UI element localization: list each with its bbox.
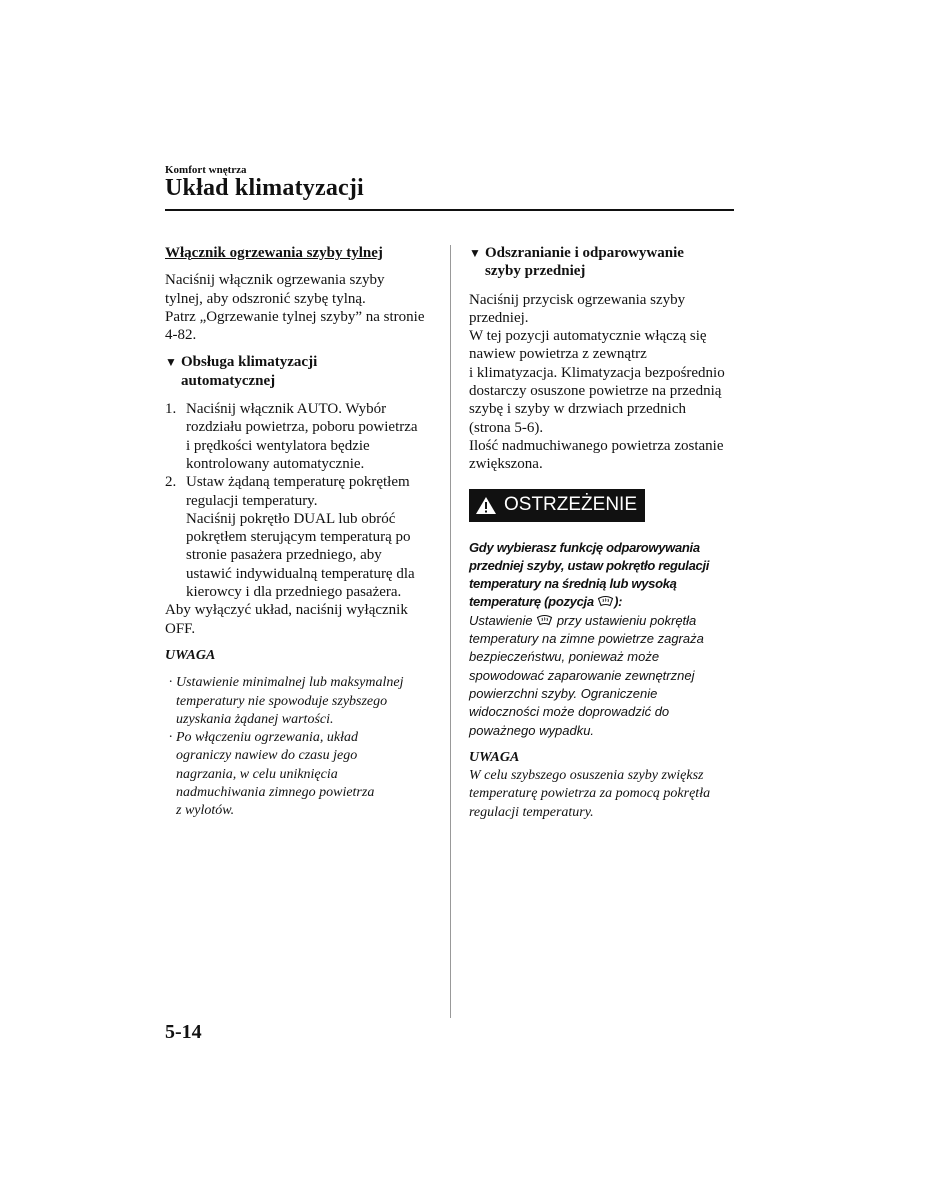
note-title: UWAGA: [469, 749, 520, 765]
step-item: [165, 473, 433, 601]
text-line: Naciśnij pokrętło DUAL lub obróć: [186, 510, 396, 527]
auto-steps: [165, 400, 433, 601]
rear-heater-text: [165, 271, 433, 344]
note-text: [469, 767, 737, 822]
warning-line: poważnego wypadku.: [469, 722, 595, 738]
text-line: Naciśnij włącznik AUTO. Wybór: [186, 401, 387, 418]
text-line: Aby wyłączyć układ, naciśnij wyłącznik: [165, 602, 408, 619]
warning-text-part: przy ustawieniu pokrętła: [553, 612, 697, 628]
text-line: z wylotów.: [176, 803, 235, 819]
column-divider: [450, 245, 451, 1018]
text-line: dostarczy osuszone powietrze na przednią: [469, 383, 722, 400]
note-list: [165, 674, 433, 820]
left-column: [165, 244, 433, 821]
text-line: Ustaw żądaną temperaturę pokrętłem: [186, 474, 410, 491]
warning-badge-label: OSTRZEŻENIE: [504, 493, 638, 515]
text-line: tylnej, aby odszronić szybę tylną.: [165, 290, 366, 307]
warning-text-part: Ustawienie: [469, 612, 537, 628]
bullet-icon: ·: [168, 675, 173, 691]
text-line: ograniczy nawiew do czasu jego: [176, 748, 358, 764]
text-line: i prędkości wentylatora będzie: [186, 437, 370, 454]
text-line: nadmuchiwania zimnego powietrza: [176, 785, 375, 801]
warning-line: powierzchni szyby. Ograniczenie: [469, 685, 658, 701]
text-line: i klimatyzacja. Klimatyzacja bezpośrednio: [469, 364, 725, 381]
text-line: OFF.: [165, 620, 196, 637]
text-line: nagrzania, w celu uniknięcia: [176, 766, 338, 782]
text-line: regulacji temperatury.: [186, 492, 318, 509]
text-line: ustawić indywidualną temperaturę dla: [186, 565, 415, 582]
warning-bold-text: ):: [614, 594, 623, 610]
text-line: W celu szybszego osuszenia szyby zwiększ: [469, 768, 704, 784]
title-rule: [165, 209, 734, 211]
warning-line: bezpieczeństwu, ponieważ może: [469, 649, 660, 665]
text-line: zwiększona.: [469, 456, 543, 473]
text-line: uzyskania żądanej wartości.: [176, 711, 334, 727]
warning-icon: [475, 496, 497, 515]
text-line: 4-82.: [165, 327, 197, 344]
auto-heading-line: automatycznej: [181, 372, 276, 389]
text-line: kontrolowany automatycznie.: [186, 455, 365, 472]
defrost-icon: [597, 595, 614, 607]
right-column: [469, 244, 737, 822]
text-line: przedniej.: [469, 309, 529, 326]
text-line: rozdziału powietrza, poboru powietrza: [186, 419, 418, 436]
bullet-icon: ·: [168, 730, 173, 746]
auto-heading-line: Obsługa klimatyzacji: [181, 354, 318, 371]
defrost-heading-line: szyby przedniej: [485, 263, 586, 280]
warning-bold-text: temperaturę (pozycja: [469, 594, 598, 610]
step-number: 1.: [165, 401, 177, 418]
warning-text: [469, 539, 737, 740]
section-label: Komfort wnętrza: [165, 164, 247, 176]
defrost-text: [469, 291, 737, 474]
text-line: Patrz „Ogrzewanie tylnej szyby” na stronie: [165, 308, 425, 325]
text-line: kierowcy i dla przedniego pasażera.: [186, 584, 402, 601]
text-line: regulacji temperatury.: [469, 804, 594, 820]
warning-line: spowodować zaparowanie zewnętrznej: [469, 667, 695, 683]
text-line: Naciśnij przycisk ogrzewania szyby: [469, 291, 686, 308]
triangle-down-icon: ▼: [165, 355, 177, 370]
rear-heater-heading: Włącznik ogrzewania szyby tylnej: [165, 245, 383, 261]
warning-bold-line: [469, 593, 737, 611]
text-line: temperatury nie spowoduje szybszego: [176, 693, 388, 709]
text-line: W tej pozycji automatycznie włączą się: [469, 328, 707, 345]
defrost-heading-line: Odszranianie i odparowywanie: [485, 245, 684, 261]
warning-bold-line: Gdy wybierasz funkcję odparowywania: [469, 539, 700, 555]
warning-bold-line: przedniej szyby, ustaw pokrętło regulacji: [469, 557, 710, 573]
step-number: 2.: [165, 474, 177, 491]
auto-heading: [165, 353, 433, 390]
warning-badge: [469, 489, 645, 522]
note-item: [165, 674, 433, 729]
text-line: temperaturę powietrza za pomocą pokrętła: [469, 786, 711, 802]
warning-line: widoczności może doprowadzić do: [469, 704, 670, 720]
warning-bold-line: temperatury na średnią lub wysoką: [469, 576, 677, 592]
text-line: Naciśnij włącznik ogrzewania szyby: [165, 272, 385, 289]
warning-line: temperatury na zimne powietrze zagraża: [469, 631, 704, 647]
note-title: UWAGA: [165, 647, 216, 663]
text-line: nawiew powietrza z zewnątrz: [469, 346, 647, 363]
step-item: [165, 400, 433, 473]
defrost-icon: [536, 614, 553, 626]
text-line: stronie pasażera przedniego, aby: [186, 547, 382, 564]
triangle-down-icon: ▼: [469, 246, 481, 260]
note-item: [165, 729, 433, 820]
text-line: Ilość nadmuchiwanego powietrza zostanie: [469, 437, 724, 454]
text-line: (strona 5-6).: [469, 419, 544, 436]
page-title: Układ klimatyzacji: [165, 175, 364, 201]
text-line: Ustawienie minimalnej lub maksymalnej: [176, 675, 404, 691]
warning-line: [469, 612, 737, 630]
text-line: szybę i szyby w drzwiach przednich: [469, 401, 687, 418]
text-line: pokrętłem sterującym temperaturą po: [186, 529, 411, 546]
defrost-heading: [469, 244, 737, 281]
page-number: 5-14: [165, 1021, 202, 1043]
text-line: Po włączeniu ogrzewania, układ: [176, 730, 358, 746]
